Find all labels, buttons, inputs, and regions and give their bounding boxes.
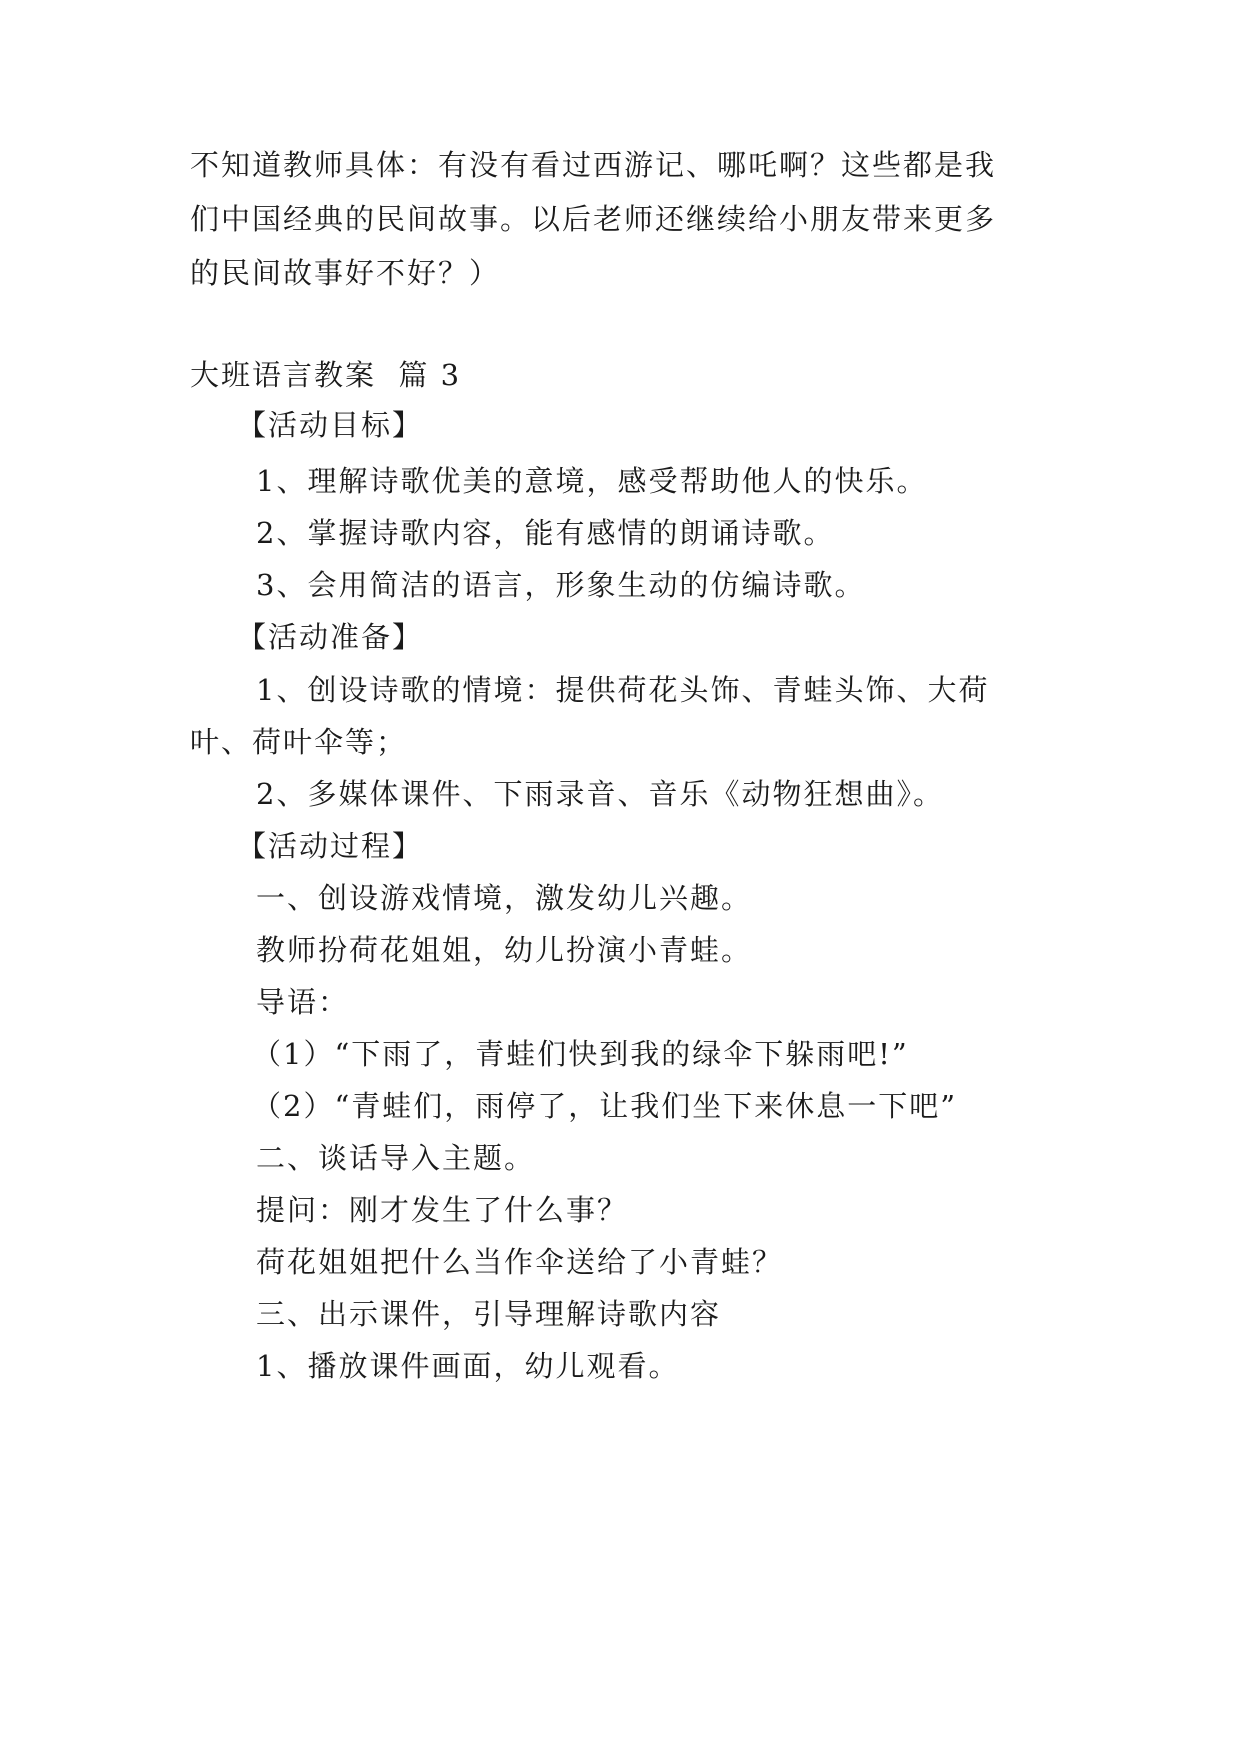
process-line-8: 1、播放课件画面，幼儿观看。 <box>256 1349 680 1383</box>
quote-line-2: （2）“青蛙们，雨停了，让我们坐下来休息一下吧” <box>252 1089 958 1123</box>
process-line-4: 二、谈话导入主题。 <box>256 1141 536 1175</box>
goal-item-3: 3、会用简洁的语言，形象生动的仿编诗歌。 <box>256 568 866 602</box>
goal-item-2: 2、掌握诗歌内容，能有感情的朗诵诗歌。 <box>256 516 835 550</box>
prep-heading: 【活动准备】 <box>237 620 424 654</box>
quote-line-1: （1）“下雨了，青蛙们快到我的绿伞下躲雨吧!” <box>252 1037 909 1071</box>
section-title: 大班语言教案 篇 3 <box>190 358 462 392</box>
intro-line-1: 不知道教师具体：有没有看过西游记、哪吒啊？这些都是我 <box>190 148 997 182</box>
prep-item-1-line-2: 叶、荷叶伞等； <box>190 725 408 759</box>
process-line-1: 一、创设游戏情境，激发幼儿兴趣。 <box>256 881 753 915</box>
process-line-3: 导语： <box>256 985 350 1019</box>
process-line-6: 荷花姐姐把什么当作伞送给了小青蛙？ <box>256 1245 784 1279</box>
goal-item-1: 1、理解诗歌优美的意境，感受帮助他人的快乐。 <box>256 464 928 498</box>
prep-item-1-line-1: 1、创设诗歌的情境：提供荷花头饰、青蛙头饰、大荷 <box>256 673 990 707</box>
process-line-7: 三、出示课件，引导理解诗歌内容 <box>256 1297 722 1331</box>
intro-line-2: 们中国经典的民间故事。以后老师还继续给小朋友带来更多 <box>190 202 997 236</box>
process-line-2: 教师扮荷花姐姐，幼儿扮演小青蛙。 <box>256 933 753 967</box>
intro-line-3: 的民间故事好不好？） <box>190 256 501 290</box>
goal-heading: 【活动目标】 <box>237 408 424 442</box>
process-heading: 【活动过程】 <box>237 829 424 863</box>
prep-item-2: 2、多媒体课件、下雨录音、音乐《动物狂想曲》。 <box>256 777 944 811</box>
process-line-5: 提问：刚才发生了什么事？ <box>256 1193 629 1227</box>
